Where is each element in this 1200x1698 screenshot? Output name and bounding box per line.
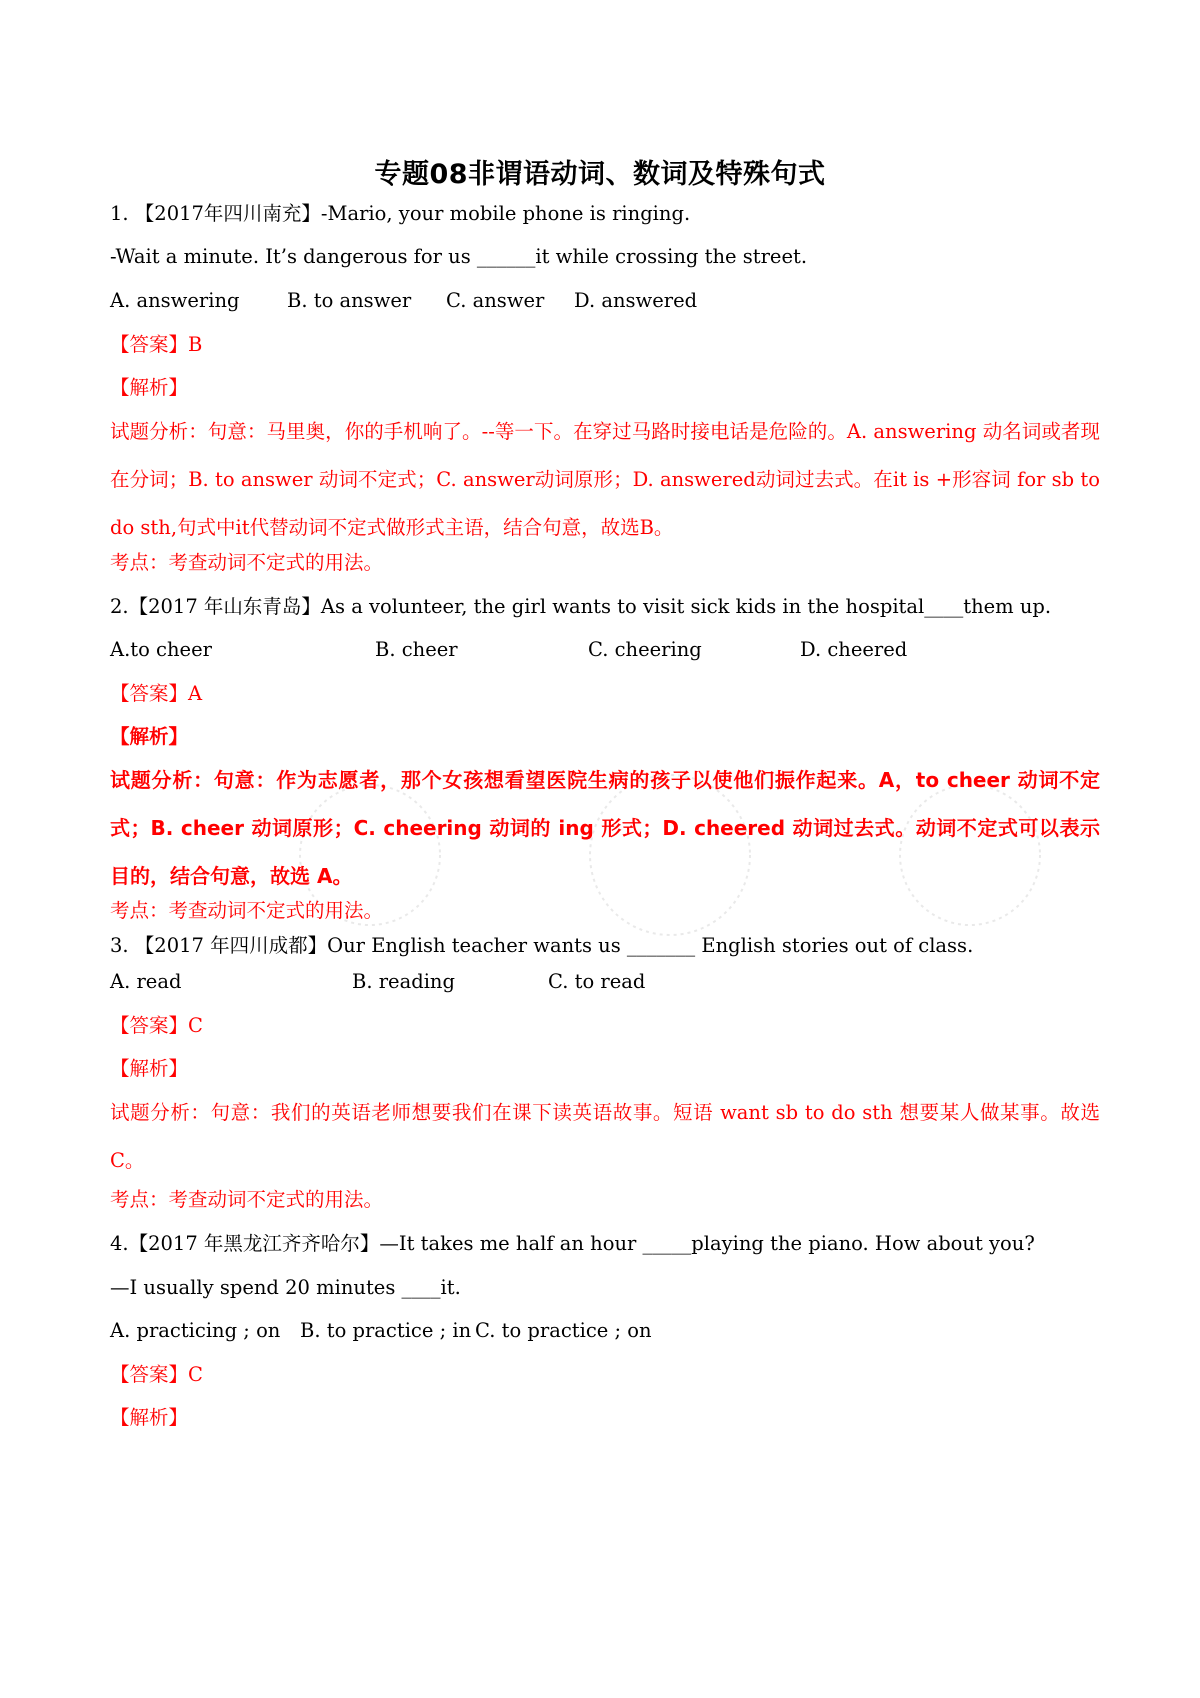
q4-option-a: A. practicing ; on [110, 1319, 281, 1342]
q1-analysis-text: 试题分析：句意：马里奥，你的手机响了。--等一下。在穿过马路时接电话是危险的。A. answering 动名词或者现在分词；B. to answer 动词不定式；C. answer动词原形；D. answered动词过去式。在it is +形容词 for sb to do sth,句式中it代替动词不定式做形式主语，结合句意，故选B。 [110, 420, 1100, 539]
q1-stem-line2: -Wait a minute. It’s dangerous for us ______it while crossing the street. [110, 245, 808, 268]
q2-option-b: B. cheer [375, 638, 458, 661]
q3-stem-line1: 3. 【2017 年四川成都】Our English teacher wants us _______ English stories out of class. [110, 934, 974, 957]
q1-analysis-label: 【解析】 [110, 376, 189, 399]
q1-answer: 【答案】B [110, 333, 203, 356]
q1-options [110, 288, 1100, 314]
q2-option-a: A.to cheer [110, 638, 212, 661]
page-title: 专题08非谓语动词、数词及特殊句式 [374, 159, 826, 190]
q4-stem-line1: 4.【2017 年黑龙江齐齐哈尔】—It takes me half an hour _____playing the piano. How about you? [110, 1232, 1035, 1255]
q3-option-a: A. read [110, 970, 182, 993]
q3-analysis-text: 试题分析：句意：我们的英语老师想要我们在课下读英语故事。短语 want sb to do sth 想要某人做某事。故选 C。 [110, 1101, 1100, 1172]
q3-analysis-label: 【解析】 [110, 1057, 189, 1080]
q1-stem-line1: 1. 【2017年四川南充】-Mario, your mobile phone is ringing. [110, 202, 691, 225]
q4-option-b: B. to practice ; in [300, 1319, 472, 1342]
q4-options [110, 1318, 1100, 1344]
q2-analysis-label: 【解析】 [110, 725, 189, 748]
q3-exam-point: 考点：考查动词不定式的用法。 [110, 1188, 384, 1211]
q1-exam-point: 考点：考查动词不定式的用法。 [110, 551, 384, 574]
q2-answer: 【答案】A [110, 682, 203, 705]
q3-option-c: C. to read [548, 970, 646, 993]
q4-answer: 【答案】C [110, 1363, 203, 1386]
q4-option-c: C. to practice ; on [475, 1319, 652, 1342]
q2-exam-point: 考点：考查动词不定式的用法。 [110, 899, 384, 922]
q1-option-c: C. answer [446, 289, 545, 312]
q2-option-c: C. cheering [588, 638, 702, 661]
q1-option-d: D. answered [574, 289, 698, 312]
q2-option-d: D. cheered [800, 638, 908, 661]
q4-analysis-label: 【解析】 [110, 1406, 189, 1429]
q2-analysis-text: 试题分析：句意：作为志愿者，那个女孩想看望医院生病的孩子以使他们振作起来。A，to cheer 动词不定式；B. cheer 动词原形；C. cheering 动词的 ing 形式；D. cheered 动词过去式。动词不定式可以表示目的，结合句意，故选 A。 [110, 768, 1100, 888]
q1-option-a: A. answering [110, 289, 240, 312]
q3-option-b: B. reading [352, 970, 455, 993]
q4-stem-line2: —I usually spend 20 minutes ____it. [110, 1276, 461, 1299]
q2-stem-line1: 2.【2017 年山东青岛】As a volunteer, the girl wants to visit sick kids in the hospital____them up. [110, 595, 1052, 618]
q1-option-b: B. to answer [287, 289, 412, 312]
q2-options [110, 637, 1100, 663]
q3-options [110, 969, 1100, 995]
q3-answer: 【答案】C [110, 1014, 203, 1037]
